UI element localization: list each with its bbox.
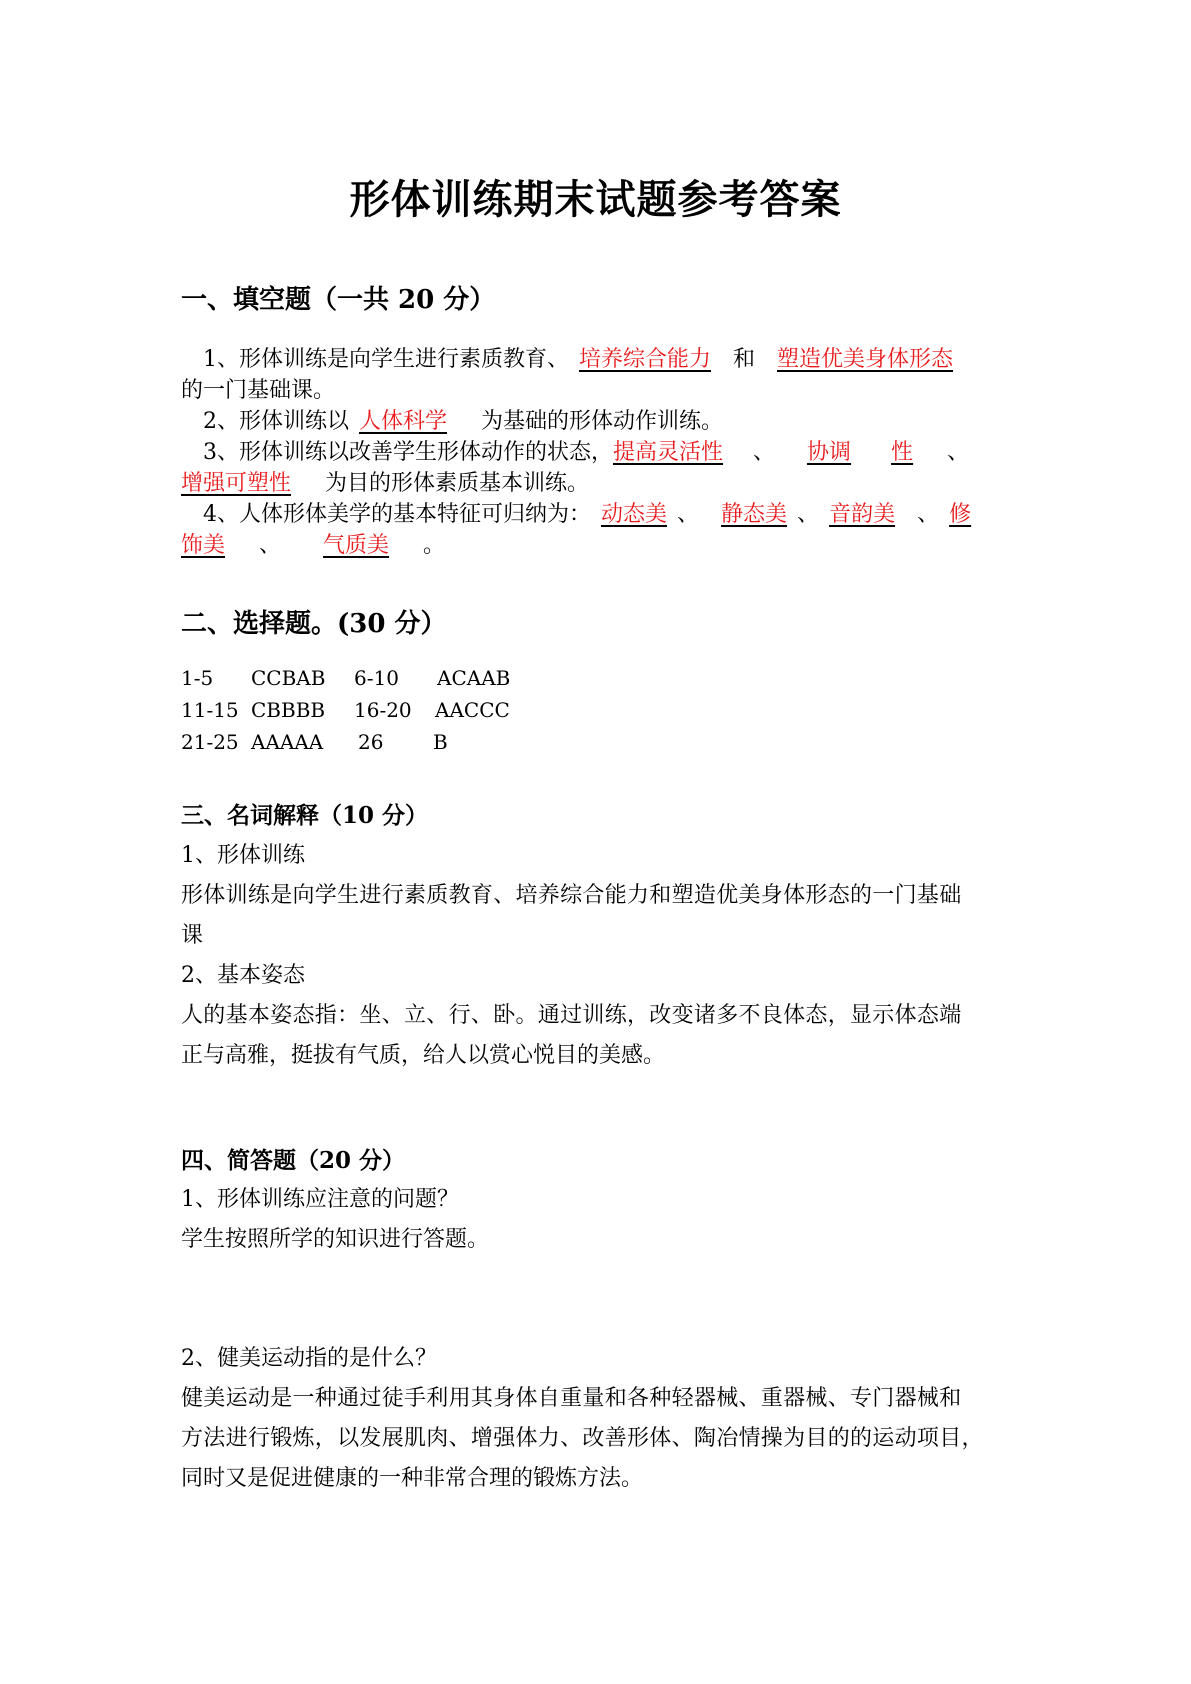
q1-answer-1: 培养综合能力 — [579, 347, 712, 372]
q1-answer-2: 塑造优美身体形态 — [777, 347, 954, 372]
q2-text-end: 为基础的形体动作训练。 — [481, 409, 724, 434]
term-definition: 形体训练是向学生进行素质教育、培养综合能力和塑造优美身体形态的一门基础 — [181, 883, 962, 908]
q3-sep-1: 、 — [753, 440, 776, 465]
terms-block — [181, 836, 1016, 1076]
choice-range: 1-5 — [181, 666, 214, 690]
q2-text: 2、形体训练以 — [203, 409, 349, 434]
short-question: 1、形体训练应注意的问题？ — [181, 1187, 459, 1212]
q4-sep-1: 、 — [677, 502, 700, 527]
term-title: 1、形体训练 — [181, 843, 305, 868]
term-title: 2、基本姿态 — [181, 963, 305, 988]
q4-answer-3: 音韵美 — [829, 502, 896, 527]
choice-answers: CBBBB — [251, 698, 326, 722]
choice-answers: AAAAA — [251, 730, 324, 754]
q4-sep-3: 、 — [917, 502, 940, 527]
choice-row — [181, 730, 581, 762]
term-definition: 人的基本姿态指：坐、立、行、卧。通过训练，改变诸多不良体态，显示体态端 — [181, 1003, 962, 1028]
section-heading-terms: 三、名词解释（10 分） — [181, 802, 429, 829]
q3-sep-2: 、 — [947, 440, 970, 465]
question-4-line-1 — [181, 499, 1016, 530]
question-1-line-2 — [181, 375, 1016, 406]
choice-answers: ACAAB — [437, 666, 511, 690]
q4-sep-4: 、 — [259, 533, 282, 558]
fill-blank-block — [181, 344, 1016, 561]
q1-text-end: 的一门基础课。 — [181, 378, 336, 403]
question-3-line-2 — [181, 468, 1016, 499]
choice-answers: CCBAB — [251, 666, 326, 690]
short-answer: 健美运动是一种通过徒手利用其身体自重量和各种轻器械、重器械、专门器械和 — [181, 1386, 962, 1411]
choice-row — [181, 698, 581, 730]
q4-answer-5: 气质美 — [323, 533, 390, 558]
question-2 — [181, 406, 1016, 437]
q1-text-mid: 和 — [733, 347, 756, 372]
choice-range: 26 — [358, 730, 384, 754]
choice-range: 21-25 — [181, 730, 239, 754]
short-answer: 方法进行锻炼，以发展肌肉、增强体力、改善形体、陶冶情操为目的的运动项目， — [181, 1426, 984, 1451]
short-question: 2、健美运动指的是什么？ — [181, 1346, 437, 1371]
q4-text: 4、人体形体美学的基本特征可归纳为： — [203, 502, 591, 527]
choice-answer-table — [181, 666, 581, 762]
section-heading-short-answer: 四、简答题（20 分） — [181, 1147, 406, 1174]
short-answer-block-1 — [181, 1180, 1016, 1260]
q3-text: 3、形体训练以改善学生形体动作的状态， — [203, 440, 613, 465]
q4-answer-2: 静态美 — [721, 502, 788, 527]
q3-answer-1: 提高灵活性 — [613, 440, 724, 465]
q4-end: 。 — [423, 533, 446, 558]
choice-answers: AACCC — [435, 698, 510, 722]
q1-text: 1、形体训练是向学生进行素质教育、 — [203, 347, 569, 372]
short-answer: 学生按照所学的知识进行答题。 — [181, 1227, 490, 1252]
q4-answer-4b: 饰美 — [181, 533, 226, 558]
q4-answer-1: 动态美 — [601, 502, 668, 527]
q3-answer-2b: 性 — [891, 440, 914, 465]
question-3-line-1 — [181, 437, 1016, 468]
choice-range: 6-10 — [354, 666, 399, 690]
short-answer: 同时又是促进健康的一种非常合理的锻炼方法。 — [181, 1466, 644, 1491]
choice-range: 11-15 — [181, 698, 239, 722]
question-4-line-2 — [181, 530, 1016, 561]
term-definition: 正与高雅，挺拔有气质，给人以赏心悦目的美感。 — [181, 1043, 666, 1068]
page-title: 形体训练期末试题参考答案 — [349, 177, 842, 223]
q4-answer-4a: 修 — [949, 502, 972, 527]
q2-answer-1: 人体科学 — [359, 409, 448, 434]
q4-sep-2: 、 — [797, 502, 820, 527]
choice-range: 16-20 — [354, 698, 412, 722]
question-1-line-1 — [181, 344, 1016, 375]
section-heading-choice: 二、选择题。(30 分） — [181, 609, 447, 639]
q3-answer-3: 增强可塑性 — [181, 471, 292, 496]
choice-row — [181, 666, 581, 698]
choice-answers: B — [433, 730, 448, 754]
short-answer-block-2 — [181, 1339, 1016, 1499]
section-heading-fill-blank: 一、填空题（一共 20 分） — [181, 285, 496, 315]
q3-text-end: 为目的形体素质基本训练。 — [325, 471, 590, 496]
q3-answer-2a: 协调 — [807, 440, 852, 465]
term-definition: 课 — [181, 923, 204, 948]
